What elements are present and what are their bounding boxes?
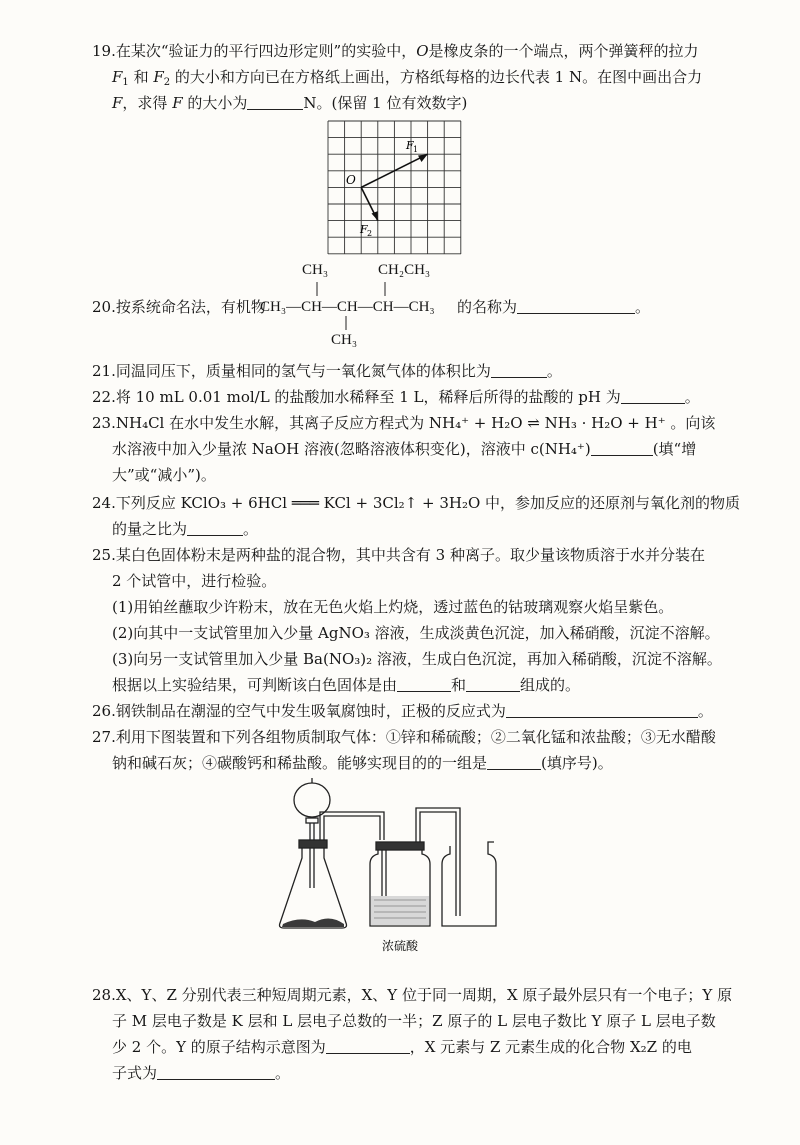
grid-lines bbox=[328, 121, 461, 254]
sulfuric-acid-label: 浓硫酸 bbox=[382, 939, 419, 953]
conical-flask bbox=[280, 846, 347, 928]
question-23: 23.NH₄Cl 在水中发生水解，其离子反应方程式为 NH₄⁺ + H₂O ⇌ NH₃ · H₂O + H⁺ 。向该 bbox=[92, 414, 716, 432]
answer-blank-25b[interactable] bbox=[466, 677, 520, 692]
question-25: 25.某白色固体粉末是两种盐的混合物，其中共含有 3 种离子。取少量该物质溶于水并分装在 bbox=[92, 546, 705, 564]
answer-blank-22[interactable] bbox=[621, 389, 685, 404]
question-26: 26.钢铁制品在潮湿的空气中发生吸氧腐蚀时，正极的反应式为 。 bbox=[92, 702, 713, 720]
question-28: 28.X、Y、Z 分别代表三种短周期元素，X、Y 位于同一周期，X 原子最外层只有一个电子；Y 原 bbox=[92, 986, 733, 1004]
force-f2-arrowhead bbox=[372, 211, 378, 220]
answer-blank-28b[interactable] bbox=[157, 1065, 275, 1080]
question-24-line2: 的量之比为 。 bbox=[112, 520, 259, 538]
answer-blank-21[interactable] bbox=[491, 363, 547, 378]
force-grid-figure bbox=[325, 118, 465, 258]
bottle-stopper bbox=[376, 842, 424, 850]
question-27: 27.利用下图装置和下列各组物质制取气体：①锌和稀硫酸；②二氧化锰和浓盐酸；③无水醋酸 bbox=[92, 728, 716, 746]
sulfuric-acid-liquid bbox=[371, 896, 429, 925]
answer-blank-23[interactable] bbox=[591, 441, 653, 456]
question-27-line2: 钠和碱石灰；④碳酸钙和稀盐酸。能够实现目的的一组是 (填序号)。 bbox=[112, 754, 613, 772]
answer-blank-24[interactable] bbox=[187, 521, 243, 536]
question-28-line4: 子式为 。 bbox=[112, 1064, 291, 1082]
f1-subscript: 1 bbox=[413, 145, 419, 154]
flask-stopper bbox=[299, 840, 327, 848]
force-f1-arrowhead bbox=[418, 154, 428, 162]
structure-ch3-bottom: CH₃ bbox=[331, 332, 358, 348]
question-28-line3: 少 2 个。Y 的原子结构示意图为 ，X 元素与 Z 元素生成的化合物 X₂Z 的电 bbox=[112, 1038, 692, 1056]
question-25-line6: 根据以上实验结果，可判断该白色固体是由 和 组成的。 bbox=[112, 676, 581, 694]
question-23-line2: 水溶液中加入少量浓 NaOH 溶液(忽略溶液体积变化)，溶液中 c(NH₄⁺) (填“增 bbox=[112, 440, 697, 458]
answer-blank-25a[interactable] bbox=[397, 677, 451, 692]
question-28-line2: 子 M 层电子数是 K 层和 L 层电子总数的一半；Z 原子的 L 层电子数比 Y 原子 L 层电子数 bbox=[112, 1012, 716, 1030]
question-19-line3: F，求得 F 的大小为 N。(保留 1 位有效数字) bbox=[112, 94, 468, 112]
question-19: 19.在某次“验证力的平行四边形定则”的实验中，O是橡皮条的一个端点，两个弹簧秤的拉力 bbox=[92, 42, 699, 60]
question-20-tail: 的名称为 。 bbox=[457, 298, 651, 316]
question-25-line4: (2)向其中一支试管里加入少量 AgNO₃ 溶液，生成淡黄色沉淀，加入稀硝酸，沉淀不溶解。 bbox=[112, 624, 720, 642]
question-25-line3: (1)用铂丝蘸取少许粉末，放在无色火焰上灼烧，透过蓝色的钴玻璃观察火焰呈紫色。 bbox=[112, 598, 674, 616]
flask-solid bbox=[282, 918, 344, 927]
question-22: 22.将 10 mL 0.01 mol/L 的盐酸加水稀释至 1 L，稀释后所得的盐酸的 pH 为 。 bbox=[92, 388, 700, 406]
answer-blank-26[interactable] bbox=[506, 703, 698, 718]
answer-blank-20[interactable] bbox=[517, 299, 635, 314]
question-25-line2: 2 个试管中，进行检验。 bbox=[112, 572, 277, 590]
gas-apparatus-figure bbox=[270, 778, 510, 960]
question-23-line3: 大”或“减小”)。 bbox=[112, 466, 216, 484]
f2-subscript: 2 bbox=[367, 229, 373, 238]
answer-blank-27[interactable] bbox=[487, 755, 541, 770]
question-25-line5: (3)向另一支试管里加入少量 Ba(NO₃)₂ 溶液，生成白色沉淀，再加入稀硝酸，沉淀不溶解。 bbox=[112, 650, 722, 668]
question-20: 20.按系统命名法，有机物 CH₃—CH—CH—CH—CH₃ bbox=[92, 294, 712, 321]
collection-bottle bbox=[442, 842, 496, 926]
question-24: 24.下列反应 KClO₃ + 6HCl ═══ KCl + 3Cl₂↑ + 3H₂O 中，参加反应的还原剂与氧化剂的物质 bbox=[92, 494, 741, 512]
question-21: 21.同温同压下，质量相同的氢气与一氧化氮气体的体积比为 。 bbox=[92, 362, 562, 380]
point-o-label: O bbox=[346, 173, 356, 187]
answer-blank-19[interactable] bbox=[247, 95, 303, 110]
f2-label: F bbox=[360, 223, 368, 236]
f1-label: F bbox=[406, 139, 414, 152]
answer-blank-28a[interactable] bbox=[326, 1039, 410, 1054]
structure-ch3-top: CH₃ bbox=[302, 262, 329, 278]
structure-ch2ch3-top: CH₂CH₃ bbox=[378, 262, 431, 278]
structure-main-chain: CH₃—CH—CH—CH—CH₃ bbox=[260, 299, 435, 315]
question-19-line2: $F_1$ 和 $F_2$ 的大小和方向已在方格纸上画出，方格纸每格的边长代表 1 N。在图中画出合力 bbox=[112, 68, 703, 88]
